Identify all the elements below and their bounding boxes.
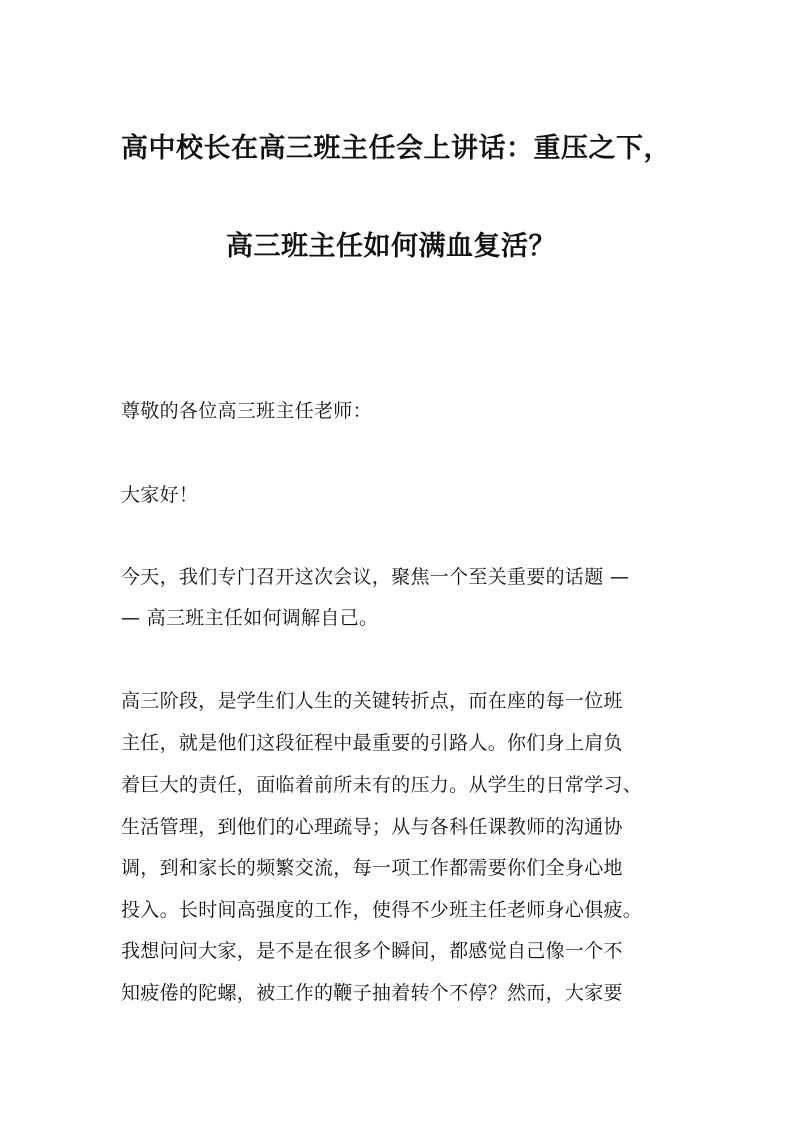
paragraph-2-line-2: 主任，就是他们这段征程中最重要的引路人。你们身上肩负: [121, 732, 623, 754]
paragraph-1-line-2: — 高三班主任如何调解自己。: [121, 607, 379, 629]
greeting: 大家好！: [121, 484, 199, 506]
paragraph-2-line-7: 我想问问大家，是不是在很多个瞬间，都感觉自己像一个不: [121, 940, 623, 962]
document-title-line-2: 高三班主任如何满血复活？: [226, 231, 556, 262]
paragraph-2-line-6: 投入。长时间高强度的工作，使得不少班主任老师身心俱疲。: [121, 899, 643, 921]
paragraph-2-line-1: 高三阶段，是学生们人生的关键转折点，而在座的每一位班: [121, 690, 623, 712]
document-title-line-1: 高中校长在高三班主任会上讲话：重压之下，: [121, 133, 671, 164]
paragraph-1-line-1: 今天，我们专门召开这次会议，聚焦一个至关重要的话题 —: [121, 566, 630, 588]
paragraph-2-line-4: 生活管理，到他们的心理疏导；从与各科任课教师的沟通协: [121, 816, 623, 838]
paragraph-2-line-3: 着巨大的责任，面临着前所未有的压力。从学生的日常学习、: [121, 774, 643, 796]
paragraph-2-line-8: 知疲倦的陀螺，被工作的鞭子抽着转个不停？然而，大家要: [121, 982, 623, 1004]
salutation: 尊敬的各位高三班主任老师：: [121, 400, 372, 422]
paragraph-2-line-5: 调，到和家长的频繁交流，每一项工作都需要你们全身心地: [121, 857, 623, 879]
